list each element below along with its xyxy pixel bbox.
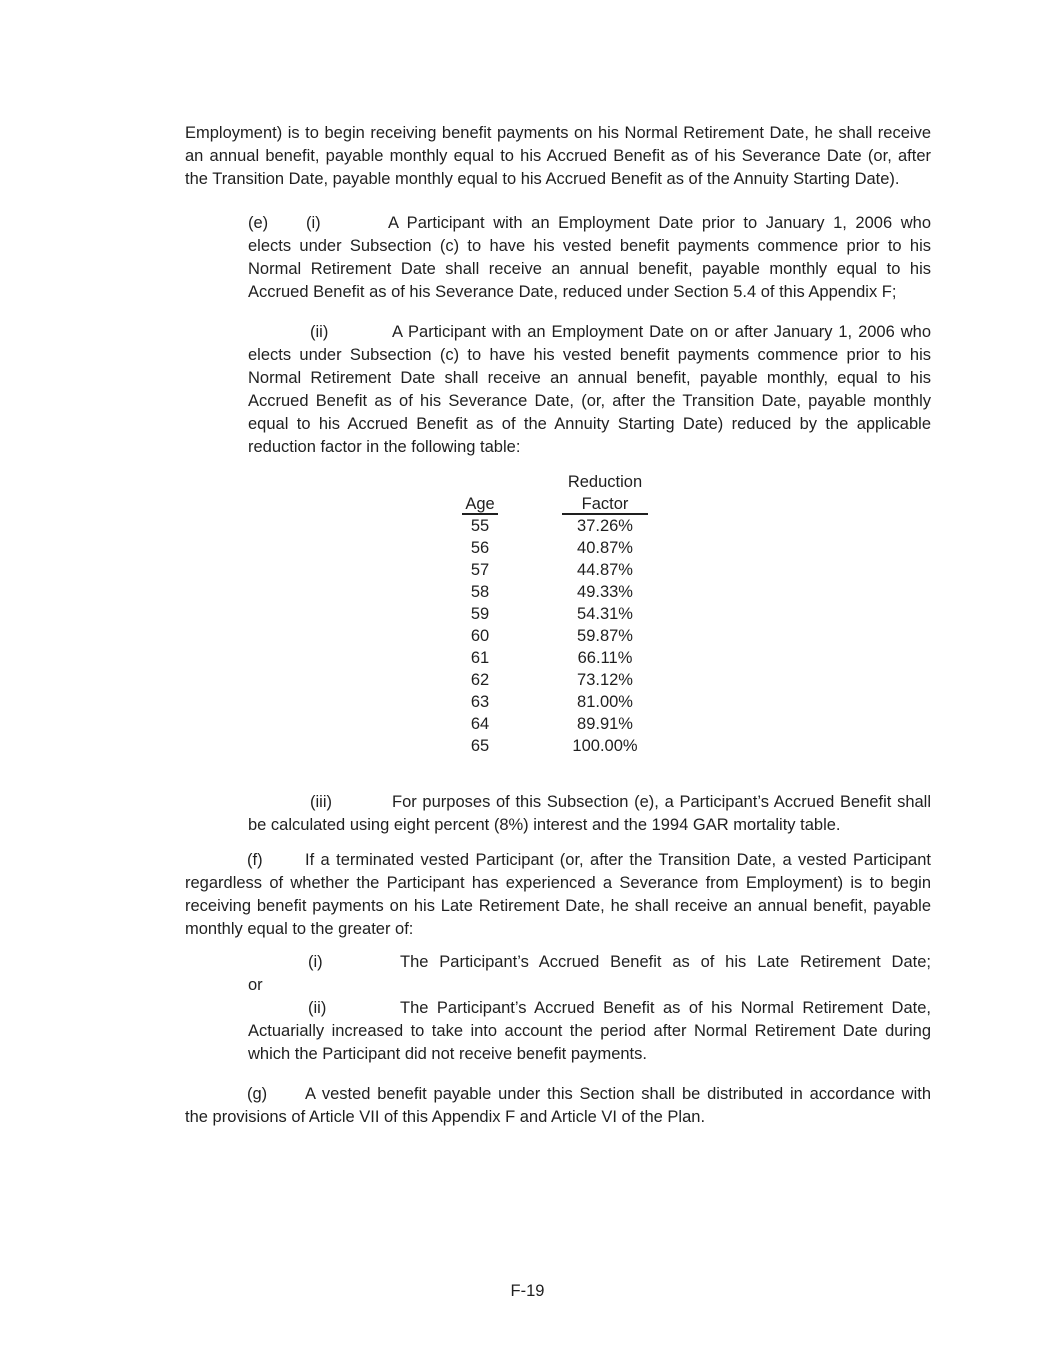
item-label-f: (f) — [247, 851, 263, 869]
item-label-e-iii: (iii) — [310, 793, 332, 811]
paragraph-g — [185, 1083, 931, 1129]
factor-cell: 59.87% — [577, 627, 633, 645]
factor-header-text: Factor — [562, 495, 649, 515]
factor-header — [530, 493, 680, 515]
table-header-row-2 — [430, 493, 680, 515]
factor-cell: 44.87% — [577, 561, 633, 579]
paragraph-e-i — [248, 212, 931, 304]
age-cell: 57 — [470, 561, 490, 579]
page-number: F-19 — [510, 1282, 545, 1300]
factor-cell: 81.00% — [577, 693, 633, 711]
age-header — [430, 493, 530, 515]
age-cell: 63 — [470, 693, 490, 711]
paragraph-f-i-text: The Participant’s Accrued Benefit as of his Late Retirement Date; — [400, 953, 931, 971]
paragraph-e-ii — [248, 321, 931, 459]
item-label-f-ii: (ii) — [308, 999, 327, 1017]
factor-cell: 100.00% — [572, 737, 638, 755]
item-label-e-i: (i) — [306, 214, 321, 232]
paragraph-f-i-or — [248, 974, 931, 997]
reduction-header-text: Reduction — [567, 473, 643, 491]
table-row — [430, 537, 680, 559]
age-cell: 61 — [470, 649, 490, 667]
paragraph-f-i — [248, 951, 931, 974]
paragraph-e-iii-text: For purposes of this Subsection (e), a Participant’s Accrued Benefit shall be calculated using eight percent (8%) interest and the 1994 GAR mortality table. — [248, 793, 931, 834]
age-header-spacer — [430, 471, 530, 493]
factor-cell: 40.87% — [577, 539, 633, 557]
table-row — [430, 669, 680, 691]
table-row — [430, 581, 680, 603]
age-cell: 56 — [470, 539, 490, 557]
table-row — [430, 515, 680, 537]
paragraph-intro: Employment) is to begin receiving benefit payments on his Normal Retirement Date, he shall receive an annual benefit, payable monthly equal to his Accrued Benefit as of his Severance Date (or, after the Transition Date, payable monthly equal to his Accrued Benefit as of the Annuity Starting Date). — [185, 124, 931, 188]
paragraph-e-i-text: A Participant with an Employment Date prior to January 1, 2006 who elects under Subsection (c) to have his vested benefit payments commence prior to his Normal Retirement Date shall receive an annual benefit, payable monthly equal to his Accrued Benefit as of his Severance Date, reduced under Section 5.4 of this Appendix F; — [248, 214, 931, 301]
item-label-e: (e) — [248, 214, 269, 232]
paragraph-f-text: If a terminated vested Participant (or, after the Transition Date, a vested Participant regardless of whether the Participant has experienced a Severance from Employment) is to begin receiving benefit payments on his Late Retirement Date, he shall receive an annual benefit, payable monthly equal to the greater of: — [185, 851, 931, 938]
factor-cell: 37.26% — [577, 517, 633, 535]
factor-cell: 54.31% — [577, 605, 633, 623]
age-cell: 58 — [470, 583, 490, 601]
table-row — [430, 647, 680, 669]
age-cell: 59 — [470, 605, 490, 623]
factor-cell: 73.12% — [577, 671, 633, 689]
table-row — [430, 603, 680, 625]
paragraph-e-ii-text: A Participant with an Employment Date on or after January 1, 2006 who elects under Subsection (c) to have his vested benefit payments commence prior to his Normal Retirement Date shall receive an annual benefit, payable monthly, equal to his Accrued Benefit as of his Severance Date, (or, after the Transition Date, payable monthly equal to his Accrued Benefit as of the Annuity Starting Date) reduced by the applicable reduction factor in the following table: — [248, 323, 931, 456]
item-label-g: (g) — [247, 1085, 268, 1103]
age-cell: 64 — [470, 715, 490, 733]
paragraph-f-ii-text: The Participant’s Accrued Benefit as of his Normal Retirement Date, Actuarially increased to take into account the period after Normal Retirement Date during which the Participant did not receive benefit payments. — [248, 999, 931, 1063]
item-label-e-ii: (ii) — [310, 323, 329, 341]
paragraph-e-iii — [248, 791, 931, 837]
table-header-row-1 — [430, 471, 680, 493]
factor-cell: 89.91% — [577, 715, 633, 733]
age-header-text: Age — [462, 495, 497, 515]
factor-cell: 49.33% — [577, 583, 633, 601]
age-cell: 55 — [470, 517, 490, 535]
age-cell: 65 — [470, 737, 490, 755]
age-cell: 60 — [470, 627, 490, 645]
paragraph-f-ii — [248, 997, 931, 1066]
age-cell: 62 — [470, 671, 490, 689]
reduction-header-line1 — [530, 471, 680, 493]
table-row — [430, 735, 680, 757]
table-row — [430, 691, 680, 713]
factor-cell: 66.11% — [577, 649, 633, 667]
paragraph-g-text: A vested benefit payable under this Section shall be distributed in accordance with the provisions of Article VII of this Appendix F and Article VI of the Plan. — [185, 1085, 931, 1126]
document-content — [185, 122, 931, 1129]
table-row — [430, 713, 680, 735]
table-row — [430, 559, 680, 581]
item-label-f-i: (i) — [308, 953, 323, 971]
paragraph-f — [185, 849, 931, 941]
table-row — [430, 625, 680, 647]
or-text: or — [248, 976, 263, 994]
reduction-factor-table — [430, 471, 680, 757]
